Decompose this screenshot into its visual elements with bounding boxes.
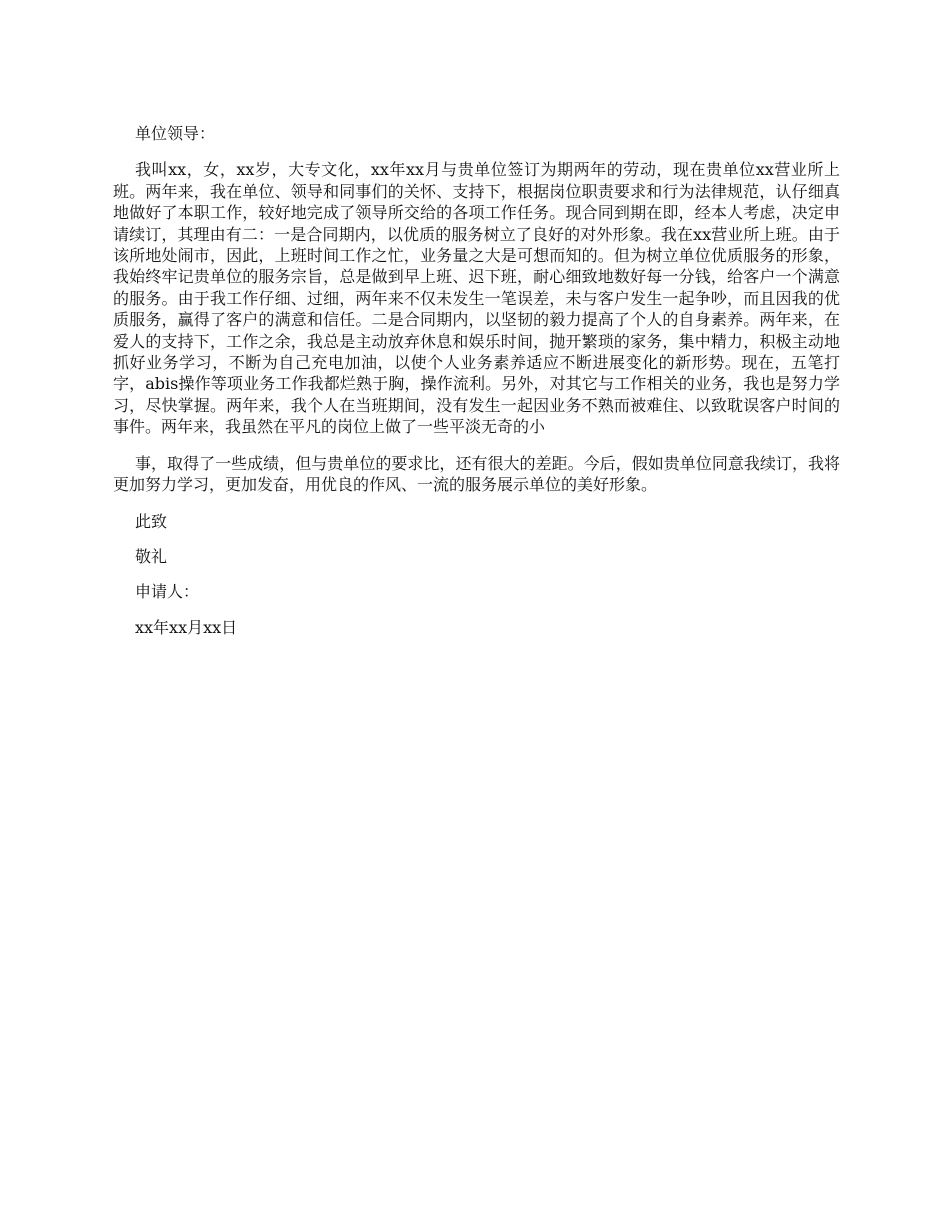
- salutation: 单位领导：: [135, 124, 216, 143]
- letter-body: [113, 123, 840, 652]
- closing-line-1: 此致: [135, 511, 168, 531]
- applicant-label: 申请人：: [135, 582, 200, 602]
- body-paragraph-1: 我叫xx，女，xx岁，大专文化，xx年xx月与贵单位签订为期两年的劳动，现在贵单位xx营业所上班。两年来，我在单位、领导和同事们的关怀、支持下，根据岗位职责要求和行为法律规范，认仔细真地做好了本职工作，较好地完成了领导所交给的各项工作任务。现合同到期在即，经本人考虑，决定申请续订，其理由有二：一是合同期内，以优质的服务树立了良好的对外形象。我在xx营业所上班。由于该所地处闹市，因此，上班时间工作之忙，业务量之大是可想而知的。但为树立单位优质服务的形象，我始终牢记贵单位的服务宗旨，总是做到早上班、迟下班，耐心细致地数好每一分钱，给客户一个满意的服务。由于我工作仔细、过细，两年来不仅未发生一笔误差，未与客户发生一起争吵，而且因我的优质服务，赢得了客户的满意和信任。二是合同期内，以坚韧的毅力提高了个人的自身素养。两年来，在爱人的支持下，工作之余，我总是主动放弃休息和娱乐时间，抛开繁琐的家务，集中精力，积极主动地抓好业务学习，不断为自己充电加油，以使个人业务素养适应不断进展变化的新形势。现在，五笔打字，abis操作等项业务工作我都烂熟于胸，操作流利。另外，对其它与工作相关的业务，我也是努力学习，尽快掌握。两年来，我个人在当班期间，没有发生一起因业务不熟而被难住、以致耽误客户时间的事件。两年来，我虽然在平凡的岗位上做了一些平淡无奇的小: [113, 160, 840, 437]
- date-line: xx年xx月xx日: [135, 617, 238, 637]
- closing-line-2: 敬礼: [135, 546, 168, 566]
- body-paragraph-2: 事，取得了一些成绩，但与贵单位的要求比，还有很大的差距。今后，假如贵单位同意我续订，我将更加努力学习，更加发奋，用优良的作风、一流的服务展示单位的美好形象。: [113, 453, 840, 495]
